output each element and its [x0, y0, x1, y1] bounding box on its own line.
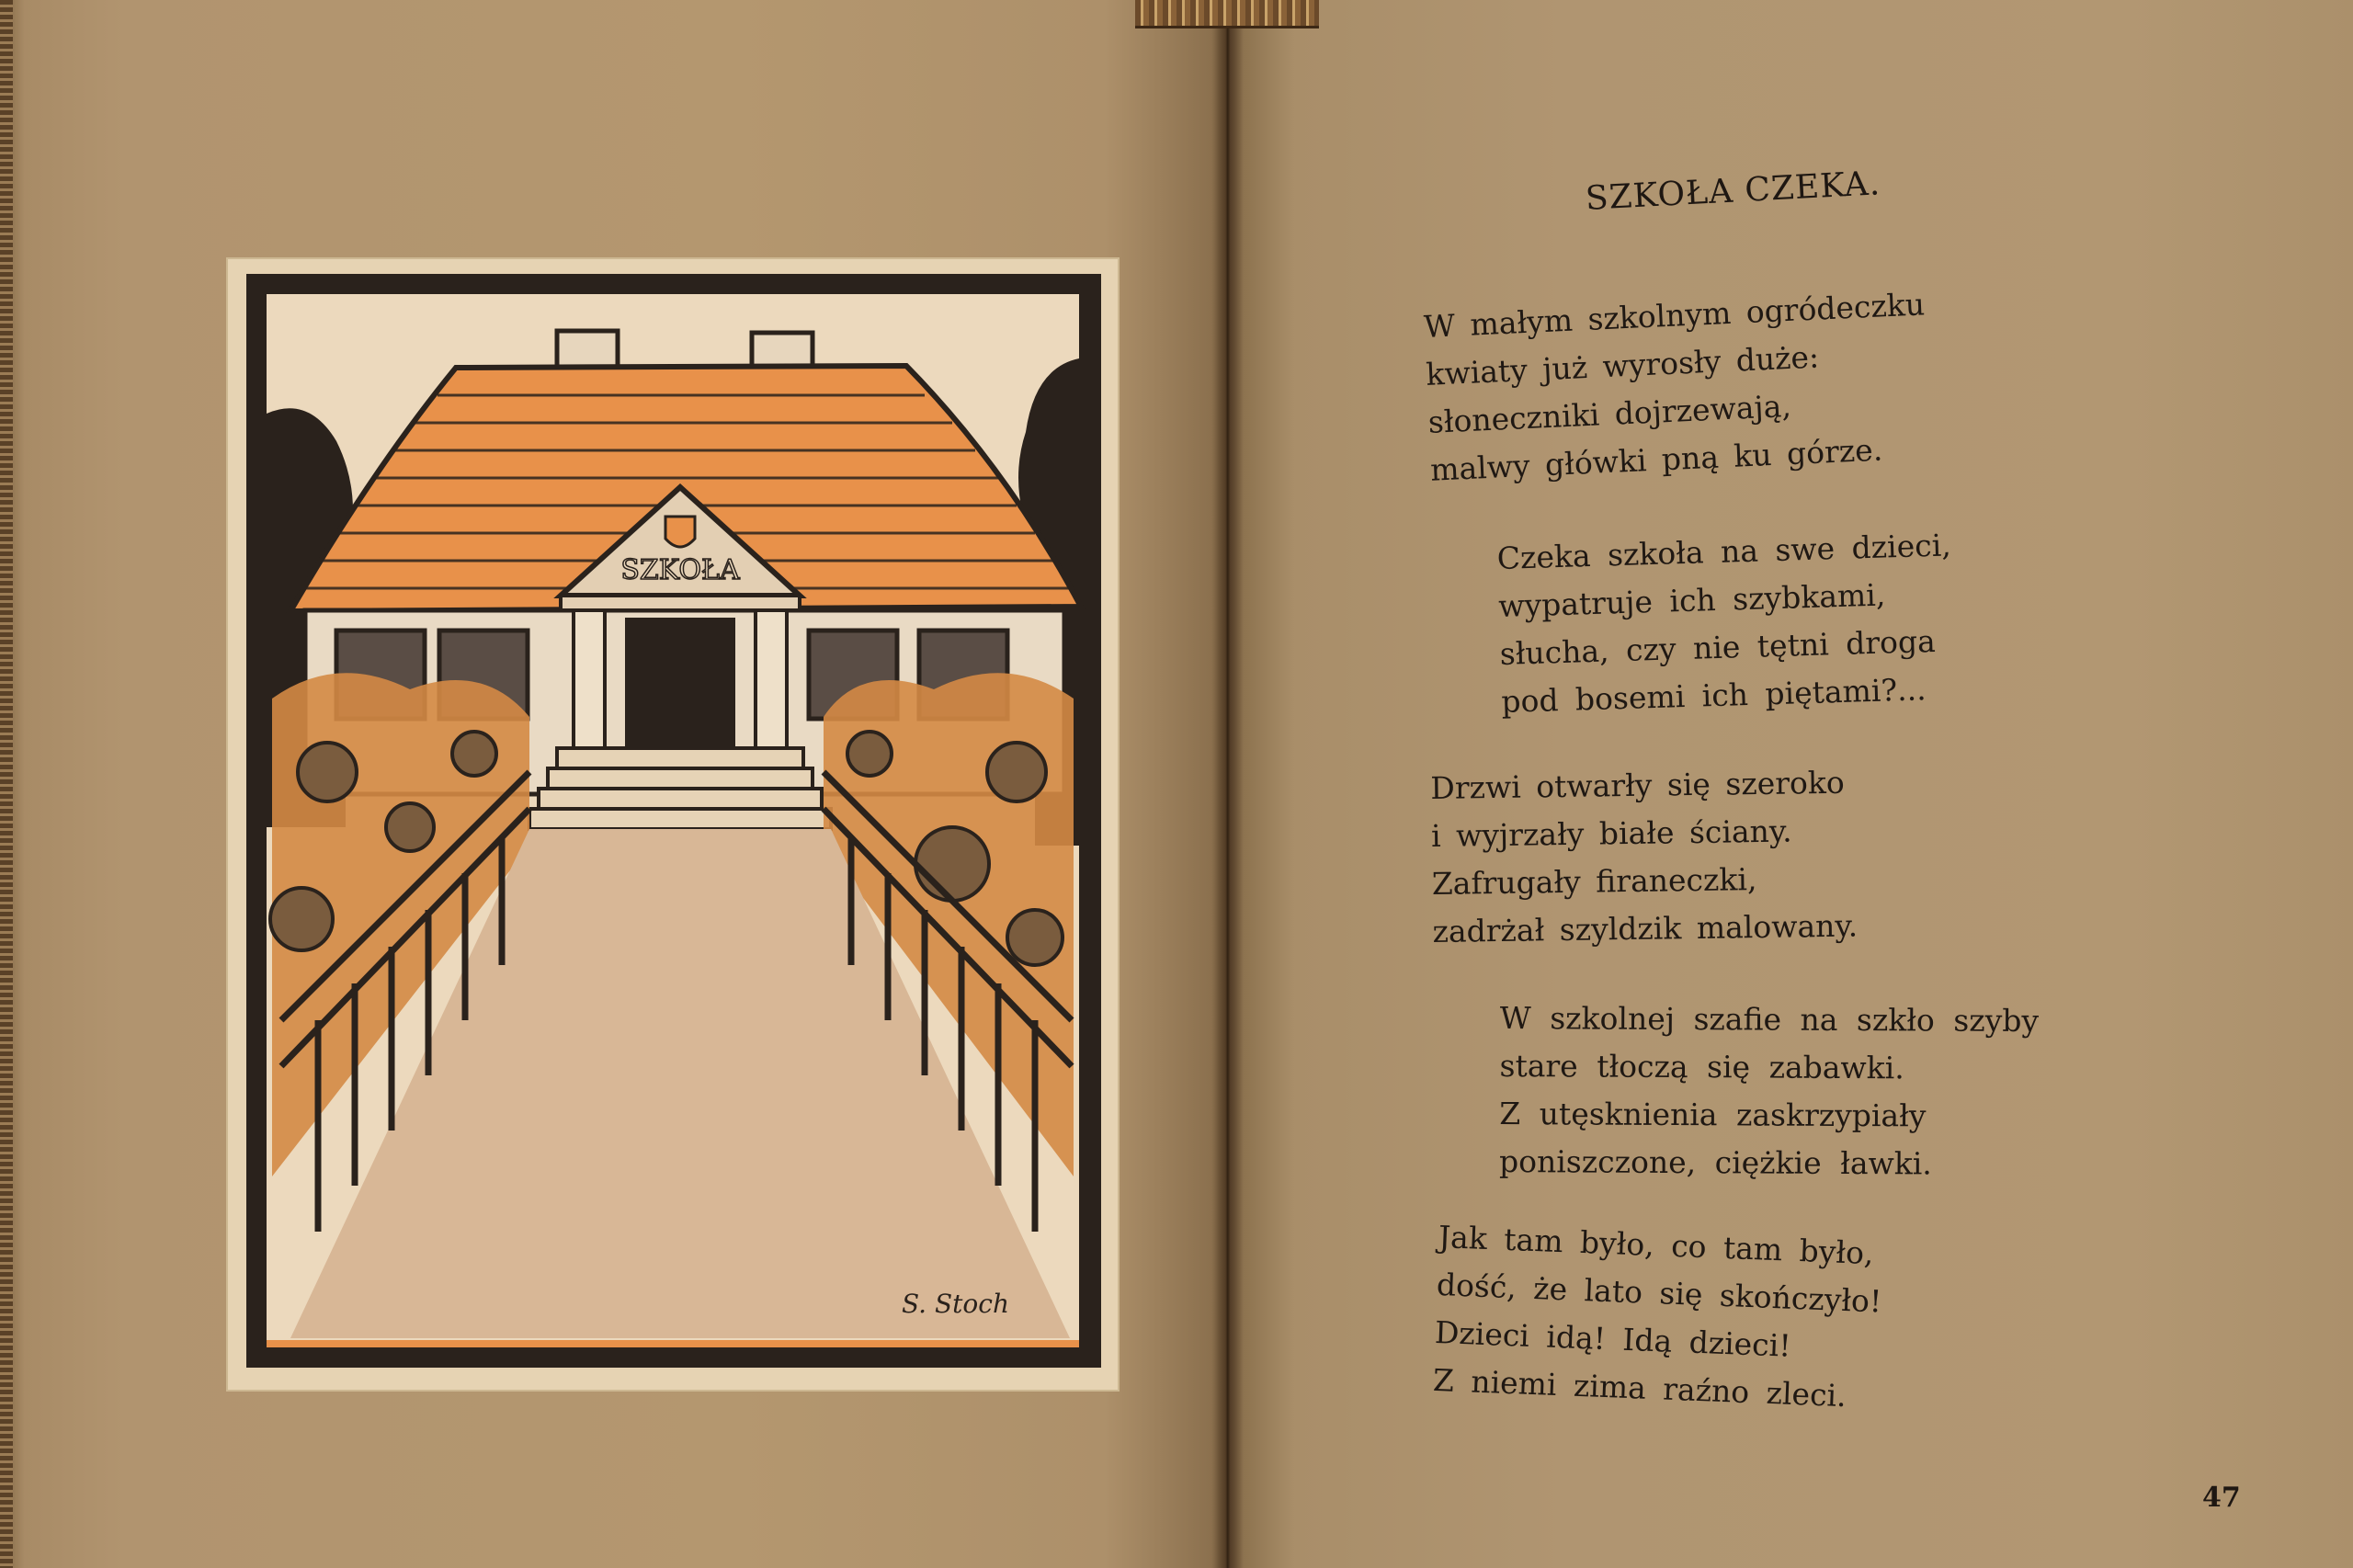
porch-steps — [529, 748, 831, 829]
page-number: 47 — [2202, 1482, 2241, 1514]
school-emblem — [665, 517, 695, 547]
poem-line: Czeka szkoła na swe dzieci, — [1496, 527, 1952, 576]
poem-line: Z niemi zima raźno zleci. — [1432, 1361, 1847, 1415]
school-door — [625, 618, 735, 746]
poem-line: kwiaty już wyrosły duże: — [1425, 338, 1820, 392]
poem-line: i wyjrzały białe ściany. — [1430, 812, 1792, 854]
stanza — [1499, 994, 2039, 1188]
stanza — [1423, 280, 1932, 494]
poem-line: W małym szkolnym ogródeczku — [1423, 286, 1926, 345]
poem-line: Jak tam było, co tam było, — [1438, 1218, 1875, 1272]
stanza — [1430, 759, 1858, 956]
poem-line: Dzieci idą! Idą dzieci! — [1434, 1313, 1792, 1364]
bookmark-ribbon — [1135, 0, 1319, 28]
poem-line: słoneczniki dojrzewają, — [1427, 387, 1792, 440]
poem-line: malwy główki pną ku górze. — [1429, 431, 1883, 488]
frame-accent — [267, 1340, 1079, 1347]
school-illustration — [226, 257, 1120, 1392]
poem-line: dość, że lato się skończyło! — [1436, 1266, 1882, 1320]
poem-line: Drzwi otwarły się szeroko — [1430, 764, 1846, 806]
poem-line: wypatruje ich szybkami, — [1497, 576, 1886, 624]
poem-line: stare tłoczą się zabawki. — [1499, 1047, 1904, 1086]
school-sign: SZKOŁA — [620, 554, 740, 586]
poem-line: pod bosemi ich piętami?... — [1500, 671, 1927, 720]
porch-column-left — [574, 610, 605, 748]
illustration-plate — [226, 257, 1120, 1392]
poem-title: SZKOŁA CZEKA. — [1584, 165, 1881, 218]
poem-line: słucha, czy nie tętni droga — [1499, 622, 1937, 672]
poem-line: W szkolnej szafie na szkło szyby — [1499, 999, 2040, 1040]
book-edge — [0, 0, 13, 1568]
poem-line: Z utęsknienia zaskrzypiały — [1499, 1095, 1927, 1134]
poem-line: poniszczone, ciężkie ławki. — [1498, 1142, 1932, 1182]
stanza — [1432, 1213, 1884, 1421]
stanza — [1496, 521, 1956, 726]
poem-line: zadrżał szyldzik malowany. — [1432, 907, 1859, 949]
book-gutter — [1211, 0, 1243, 1568]
artist-signature: S. Stoch — [902, 1289, 1009, 1319]
porch-beam — [561, 596, 800, 610]
poem-line: Zafrugały firaneczki, — [1431, 861, 1757, 902]
porch-column-right — [756, 610, 787, 748]
